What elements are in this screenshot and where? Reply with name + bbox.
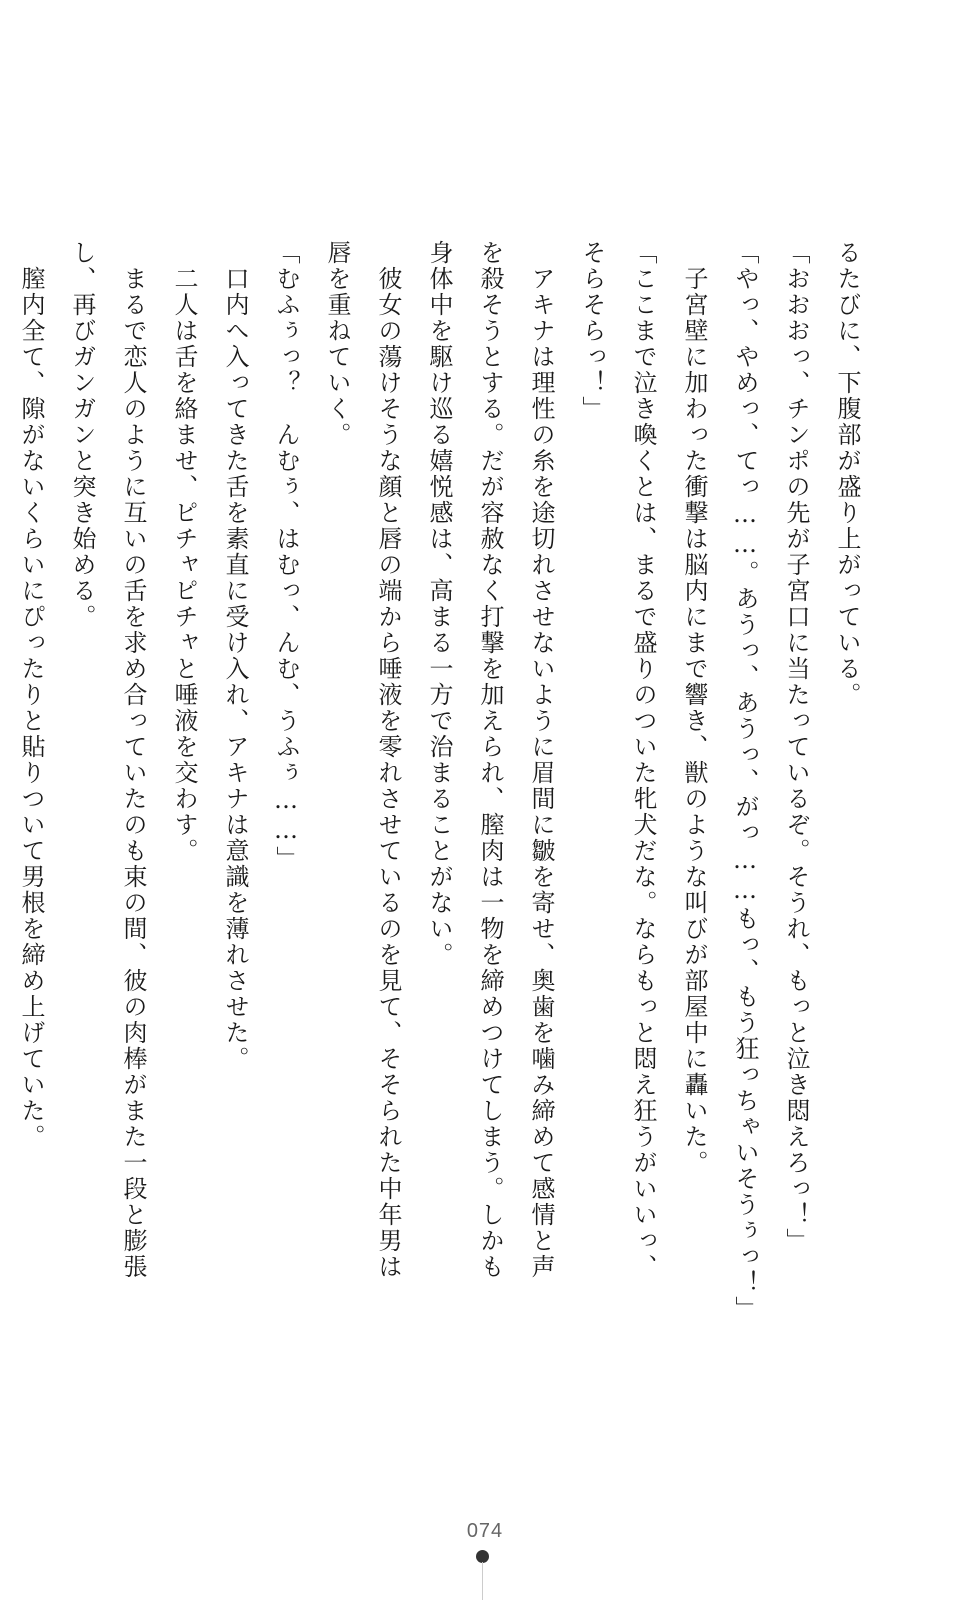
- text-line: 「むふぅっ？ んむぅ、はむっ、んむ、うふぅ……」: [272, 240, 300, 872]
- text-line: 彼女の蕩けそうな顔と唇の端から唾液を零れさせているのを見て、そそられた中年男は: [374, 240, 402, 1280]
- text-line: そらそらっ！」: [578, 240, 606, 422]
- text-line: を殺そうとする。だが容赦なく打撃を加えられ、膣肉は一物を締めつけてしまう。しかも: [476, 240, 504, 1280]
- text-line: 身体中を駆け巡る嬉悦感は、高まる一方で治まることがない。: [425, 240, 453, 968]
- text-line: るたびに、下腹部が盛り上がっている。: [833, 240, 861, 708]
- text-line: アキナは理性の糸を途切れさせないように眉間に皺を寄せ、奥歯を噛み締めて感情と声: [527, 240, 555, 1280]
- text-line: 口内へ入ってきた舌を素直に受け入れ、アキナは意識を薄れさせた。: [221, 240, 249, 1072]
- page-number: 074: [466, 1520, 504, 1542]
- text-line: 子宮壁に加わった衝撃は脳内にまで響き、獣のような叫びが部屋中に轟いた。: [680, 240, 708, 1176]
- page-marker-line: [482, 1562, 483, 1600]
- text-line: 「やっ、やめっ、てっ……。あうっ、あうっ、がっ……もっ、もう狂っちゃいそうぅっ！」: [731, 240, 759, 1322]
- text-line: 「おおおっ、チンポの先が子宮口に当たっているぞ。そうれ、もっと泣き悶えろっ！」: [782, 240, 810, 1254]
- text-line: 「ここまで泣き喚くとは、まるで盛りのついた牝犬だな。ならもっと悶え狂うがいいっ、: [629, 240, 657, 1280]
- text-line: 二人は舌を絡ませ、ピチャピチャと唾液を交わす。: [170, 240, 198, 864]
- text-line: まるで恋人のように互いの舌を求め合っていたのも束の間、彼の肉棒がまた一段と膨張: [119, 240, 147, 1280]
- text-line: 唇を重ねていく。: [323, 240, 351, 448]
- text-line: し、再びガンガンと突き始める。: [68, 240, 96, 630]
- text-line: 膣内全て、隙がないくらいにぴったりと貼りついて男根を締め上げていた。: [17, 240, 45, 1150]
- body-text: [5, 240, 872, 1340]
